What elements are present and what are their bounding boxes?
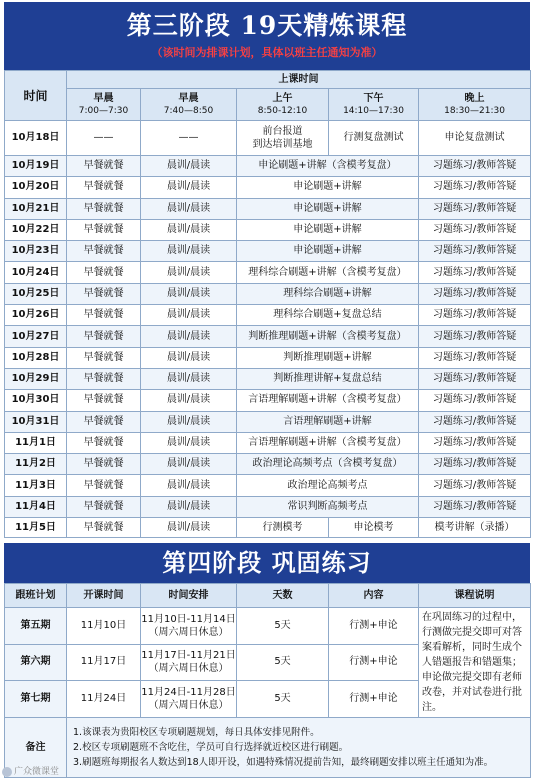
table-row [5, 262, 531, 283]
table-row [5, 219, 531, 240]
plan-days: 5天 [237, 608, 329, 645]
plan-header: 天数 [237, 584, 329, 608]
plan-table [4, 583, 531, 778]
range-dates: 11月24日-11月28日 [141, 687, 236, 699]
row-cell: 早餐就餐 [67, 326, 141, 347]
row-cell: 习题练习/教师答疑 [419, 390, 531, 411]
slot-label: 上午 [272, 92, 293, 104]
row-course: 申论刷题+讲解 [237, 241, 419, 262]
row-cell: 晨训/晨读 [141, 156, 237, 177]
row-cell: 习题练习/教师答疑 [419, 219, 531, 240]
table-row [5, 347, 531, 368]
row-cell: 早餐就餐 [67, 156, 141, 177]
row-cell: —— [67, 121, 141, 156]
table-row [5, 121, 531, 156]
plan-header: 时间安排 [141, 584, 237, 608]
row-cell: 习题练习/教师答疑 [419, 198, 531, 219]
schedule-table [4, 70, 531, 538]
stage4-title: 第四阶段 巩固练习 [162, 548, 372, 577]
row-cell: 晨训/晨读 [141, 368, 237, 389]
time-header: 时间 [5, 71, 67, 121]
table-row [5, 432, 531, 453]
row-date: 11月3日 [5, 475, 67, 496]
plan-header: 跟班计划 [5, 584, 67, 608]
row-cell: 晨训/晨读 [141, 241, 237, 262]
plan-period: 第五期 [5, 608, 67, 645]
plan-days: 5天 [237, 681, 329, 718]
row-date: 10月18日 [5, 121, 67, 156]
row-date: 10月29日 [5, 368, 67, 389]
slot-time: 7:00—7:30 [78, 105, 129, 116]
stage3-subtitle: （该时间为排课计划，具体以班主任通知为准） [151, 46, 383, 59]
row-cell: 晨训/晨读 [141, 177, 237, 198]
note-item: 3.刷题班每期报名人数达到18人即开设，如遇特殊情况提前告知，最终刷题安排以班主任通知为准。 [73, 757, 494, 768]
range-note: （周六周日休息） [148, 700, 229, 712]
row-course: 政治理论高频考点 [237, 475, 419, 496]
table-row [5, 368, 531, 389]
table-row [5, 283, 531, 304]
row-cell: 习题练习/教师答疑 [419, 177, 531, 198]
row-cell: 早餐就餐 [67, 475, 141, 496]
row-cell: 晨训/晨读 [141, 390, 237, 411]
row-course: 常识判断高频考点 [237, 496, 419, 517]
row-cell: 晨训/晨读 [141, 496, 237, 517]
slot-time: 18:30—21:30 [444, 105, 505, 116]
row-cell: 早餐就餐 [67, 262, 141, 283]
notes-row [5, 718, 531, 778]
plan-header: 开课时间 [67, 584, 141, 608]
watermark-logo-icon [2, 767, 12, 777]
row-course: 理科综合刷题+讲解 [237, 283, 419, 304]
row-cell: 习题练习/教师答疑 [419, 411, 531, 432]
slot-label: 下午 [363, 92, 384, 104]
row-cell: 早餐就餐 [67, 518, 141, 538]
table-row [5, 390, 531, 411]
slot-label: 早晨 [178, 92, 199, 104]
plan-start: 11月17日 [67, 644, 141, 681]
row-course: 申论刷题+讲解 [237, 177, 419, 198]
row-date: 10月19日 [5, 156, 67, 177]
checkin-line1: 前台报道 [262, 126, 303, 137]
row-date: 10月26日 [5, 305, 67, 326]
table-row [5, 241, 531, 262]
row-cell: 晨训/晨读 [141, 305, 237, 326]
row-date: 10月27日 [5, 326, 67, 347]
row-date: 11月2日 [5, 454, 67, 475]
stage3-banner [4, 2, 530, 70]
notes-label: 备注 [5, 718, 67, 778]
table-row [5, 454, 531, 475]
table-row [5, 518, 531, 538]
row-cell: 申论复盘测试 [419, 121, 531, 156]
watermark [2, 764, 59, 777]
row-cell: 习题练习/教师答疑 [419, 305, 531, 326]
slot-label: 晚上 [464, 92, 485, 104]
row-cell: 申论模考 [329, 518, 419, 538]
row-course: 申论刷题+讲解 [237, 219, 419, 240]
notes-content [67, 718, 531, 778]
slot-time: 14:10—17:30 [343, 105, 404, 116]
class-time-header: 上课时间 [67, 71, 531, 89]
plan-range [141, 644, 237, 681]
row-cell [237, 121, 329, 156]
row-cell: 模考讲解（录播） [419, 518, 531, 538]
row-cell: 早餐就餐 [67, 390, 141, 411]
row-cell: 习题练习/教师答疑 [419, 368, 531, 389]
row-cell: 早餐就餐 [67, 241, 141, 262]
plan-content: 行测+申论 [329, 644, 419, 681]
row-course: 政治理论高频考点（含模考复盘） [237, 454, 419, 475]
row-course: 言语理解刷题+讲解 [237, 411, 419, 432]
table-row [5, 475, 531, 496]
row-cell: 早餐就餐 [67, 177, 141, 198]
plan-start: 11月10日 [67, 608, 141, 645]
row-course: 理科综合刷题+讲解（含模考复盘） [237, 262, 419, 283]
row-cell: 习题练习/教师答疑 [419, 432, 531, 453]
slot-time: 8:50-12:10 [257, 105, 308, 116]
range-note: （周六周日休息） [148, 663, 229, 675]
table-row [5, 198, 531, 219]
table-row [5, 305, 531, 326]
table-row [5, 177, 531, 198]
row-date: 11月4日 [5, 496, 67, 517]
row-date: 10月21日 [5, 198, 67, 219]
row-cell: 早餐就餐 [67, 368, 141, 389]
row-course: 言语理解刷题+讲解（含模考复盘） [237, 390, 419, 411]
row-course: 判断推理讲解+复盘总结 [237, 368, 419, 389]
row-cell: 早餐就餐 [67, 432, 141, 453]
row-cell: 晨训/晨读 [141, 219, 237, 240]
row-date: 10月25日 [5, 283, 67, 304]
row-cell: 晨训/晨读 [141, 262, 237, 283]
row-course: 判断推理刷题+讲解（含模考复盘） [237, 326, 419, 347]
row-cell: 行测模考 [237, 518, 329, 538]
row-course: 言语理解刷题+讲解（含模考复盘） [237, 432, 419, 453]
slot-header-3 [237, 89, 329, 121]
table-row [5, 156, 531, 177]
stage3-title: 第三阶段 19天精炼课程 [126, 11, 408, 40]
row-cell: 习题练习/教师答疑 [419, 283, 531, 304]
row-cell: 早餐就餐 [67, 198, 141, 219]
slot-header-2 [141, 89, 237, 121]
row-date: 11月1日 [5, 432, 67, 453]
row-cell: 早餐就餐 [67, 305, 141, 326]
row-date: 10月24日 [5, 262, 67, 283]
row-cell: 晨训/晨读 [141, 518, 237, 538]
row-cell: 习题练习/教师答疑 [419, 347, 531, 368]
plan-days: 5天 [237, 644, 329, 681]
row-date: 10月20日 [5, 177, 67, 198]
row-date: 10月31日 [5, 411, 67, 432]
row-cell: 晨训/晨读 [141, 454, 237, 475]
plan-content: 行测+申论 [329, 681, 419, 718]
watermark-text: 广众微课堂 [14, 767, 60, 777]
row-cell: 习题练习/教师答疑 [419, 475, 531, 496]
row-date: 11月5日 [5, 518, 67, 538]
row-cell: 早餐就餐 [67, 283, 141, 304]
plan-period: 第七期 [5, 681, 67, 718]
row-cell: 早餐就餐 [67, 347, 141, 368]
row-cell: 习题练习/教师答疑 [419, 156, 531, 177]
row-date: 10月22日 [5, 219, 67, 240]
range-note: （周六周日休息） [148, 626, 229, 638]
plan-row [5, 608, 531, 645]
row-cell: 晨训/晨读 [141, 326, 237, 347]
row-cell: 早餐就餐 [67, 219, 141, 240]
range-dates: 11月17日-11月21日 [141, 650, 236, 662]
course-description: 在巩固练习的过程中，行测做完提交即可对答案看解析，同时生成个人错题报告和错题集；申论做完提交即有老师改卷，并对试卷进行批注。 [419, 608, 531, 718]
row-cell: 早餐就餐 [67, 496, 141, 517]
slot-header-4 [329, 89, 419, 121]
plan-range [141, 681, 237, 718]
plan-header: 课程说明 [419, 584, 531, 608]
table-row [5, 326, 531, 347]
row-cell: 晨训/晨读 [141, 347, 237, 368]
row-date: 10月28日 [5, 347, 67, 368]
row-cell: 晨训/晨读 [141, 432, 237, 453]
plan-start: 11月24日 [67, 681, 141, 718]
note-item: 2.校区专项刷题班不含吃住，学员可自行选择就近校区进行刷题。 [73, 742, 349, 753]
row-cell: 晨训/晨读 [141, 411, 237, 432]
row-cell: 习题练习/教师答疑 [419, 454, 531, 475]
row-course: 申论刷题+讲解（含模考复盘） [237, 156, 419, 177]
row-cell: 习题练习/教师答疑 [419, 241, 531, 262]
slot-time: 7:40—8:50 [163, 105, 214, 116]
plan-range [141, 608, 237, 645]
row-cell: 习题练习/教师答疑 [419, 262, 531, 283]
row-cell: 晨训/晨读 [141, 475, 237, 496]
row-date: 10月30日 [5, 390, 67, 411]
row-course: 判断推理刷题+讲解 [237, 347, 419, 368]
slot-label: 早晨 [93, 92, 114, 104]
row-cell: 行测复盘测试 [329, 121, 419, 156]
row-cell: 晨训/晨读 [141, 198, 237, 219]
plan-period: 第六期 [5, 644, 67, 681]
slot-header-1 [67, 89, 141, 121]
row-cell: 习题练习/教师答疑 [419, 496, 531, 517]
note-item: 1.该课表为贵阳校区专项刷题规划，每日具体安排见附件。 [73, 727, 320, 738]
slot-header-5 [419, 89, 531, 121]
row-cell: 早餐就餐 [67, 454, 141, 475]
row-date: 10月23日 [5, 241, 67, 262]
table-row [5, 411, 531, 432]
row-cell: 早餐就餐 [67, 411, 141, 432]
row-course: 申论刷题+讲解 [237, 198, 419, 219]
row-cell: 晨训/晨读 [141, 283, 237, 304]
plan-content: 行测+申论 [329, 608, 419, 645]
stage4-banner [4, 543, 530, 583]
checkin-line2: 到达培训基地 [252, 139, 313, 150]
row-cell: —— [141, 121, 237, 156]
table-row [5, 496, 531, 517]
range-dates: 11月10日-11月14日 [141, 613, 236, 625]
row-course: 理科综合刷题+复盘总结 [237, 305, 419, 326]
row-cell: 习题练习/教师答疑 [419, 326, 531, 347]
plan-header: 内容 [329, 584, 419, 608]
